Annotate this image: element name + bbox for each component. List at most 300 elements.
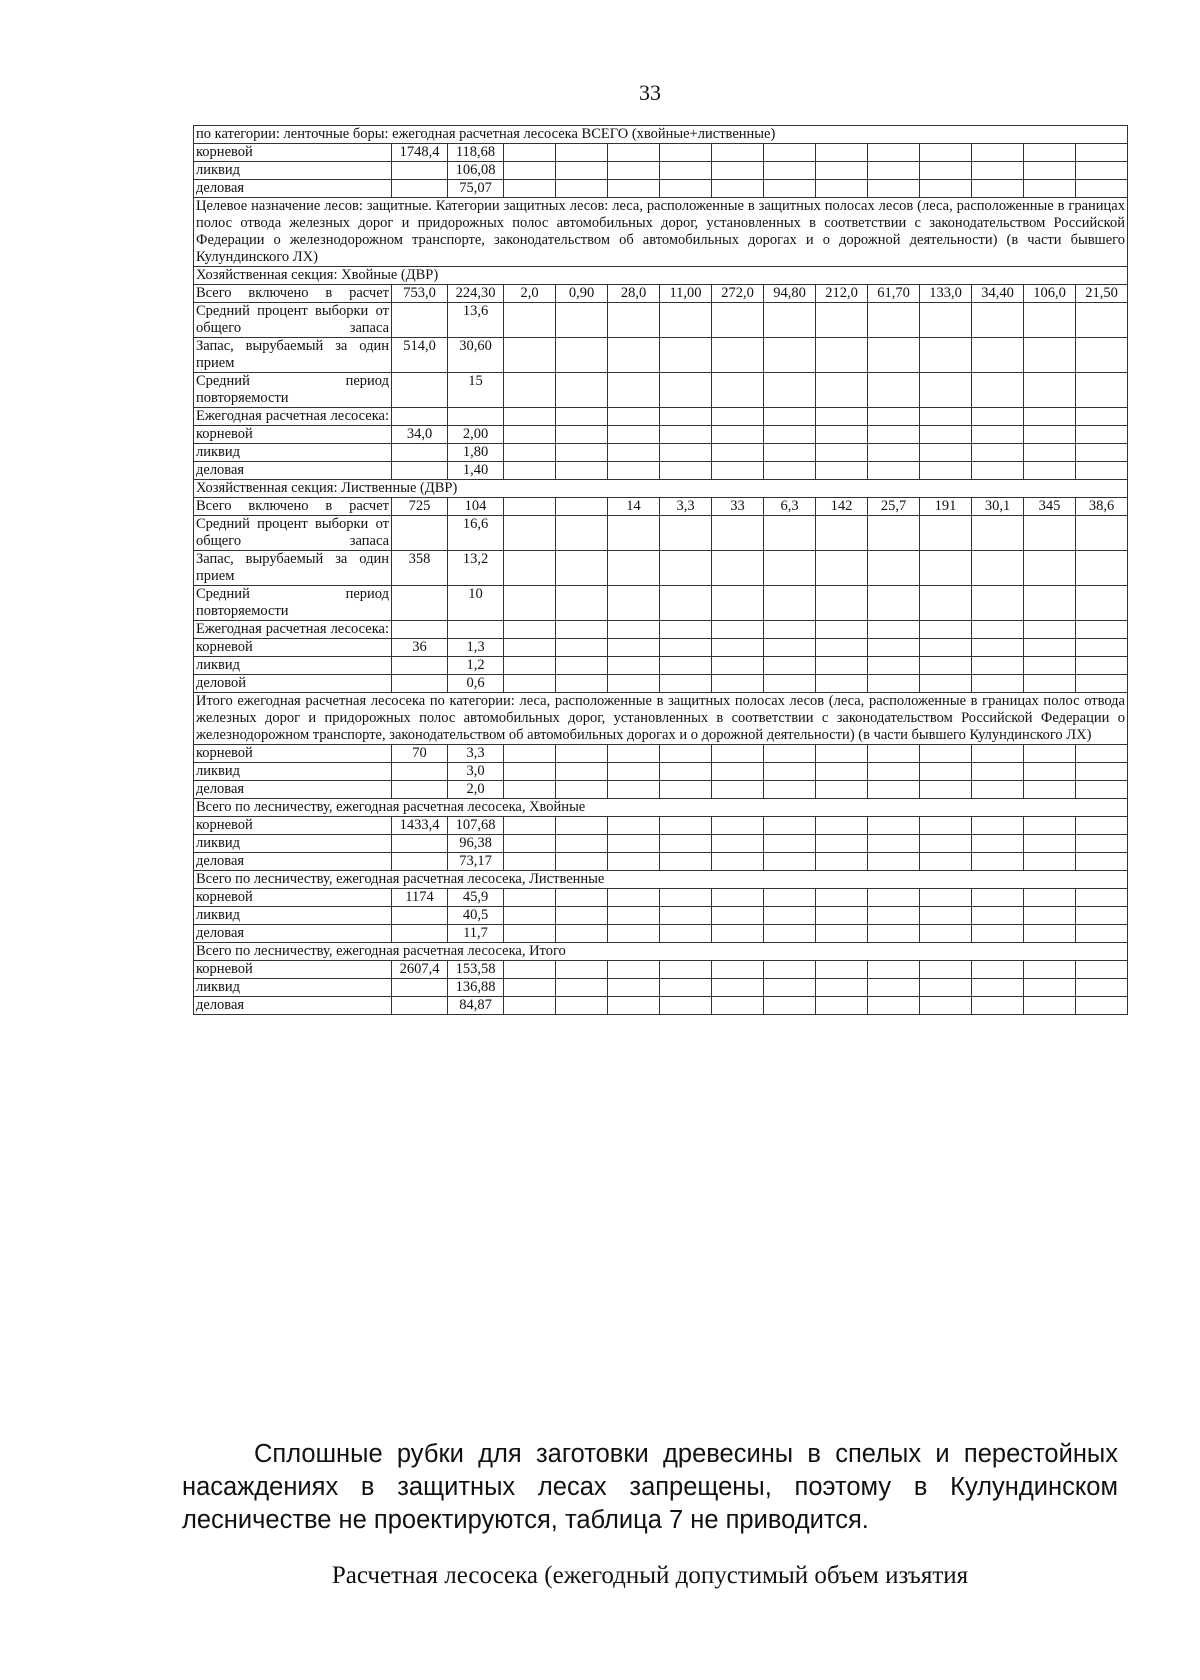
table-cell — [972, 180, 1024, 198]
table-cell — [712, 675, 764, 693]
table-cell — [816, 997, 868, 1015]
table-cell: 104 — [448, 498, 504, 516]
table-cell — [972, 657, 1024, 675]
table-cell — [660, 925, 712, 943]
table-cell — [712, 639, 764, 657]
table-cell — [1024, 551, 1076, 586]
table-cell: 14 — [608, 498, 660, 516]
table-row — [194, 462, 1128, 480]
table-cell — [556, 444, 608, 462]
table-cell: 2,00 — [448, 426, 504, 444]
table-cell — [816, 444, 868, 462]
table-cell: 153,58 — [448, 961, 504, 979]
table-cell — [556, 639, 608, 657]
table-cell: 34,40 — [972, 285, 1024, 303]
table-cell — [868, 586, 920, 621]
table-cell — [660, 338, 712, 373]
table-cell — [1024, 997, 1076, 1015]
table-cell — [868, 462, 920, 480]
table-cell — [660, 462, 712, 480]
table-cell — [972, 516, 1024, 551]
table-cell — [920, 444, 972, 462]
table-cell: 1174 — [392, 889, 448, 907]
table-cell — [712, 303, 764, 338]
table-cell — [816, 144, 868, 162]
table-cell — [1024, 889, 1076, 907]
table-cell — [816, 817, 868, 835]
table-cell — [608, 426, 660, 444]
table-cell — [556, 817, 608, 835]
table-cell: 142 — [816, 498, 868, 516]
table-cell — [660, 639, 712, 657]
table-cell — [972, 444, 1024, 462]
table-cell — [1024, 979, 1076, 997]
table-cell — [712, 373, 764, 408]
table-row — [194, 285, 1128, 303]
table-cell — [504, 763, 556, 781]
table-cell — [608, 639, 660, 657]
table-cell — [556, 961, 608, 979]
table-cell — [764, 162, 816, 180]
table-cell — [816, 162, 868, 180]
table-cell — [972, 551, 1024, 586]
table-cell — [764, 516, 816, 551]
table-cell — [1024, 426, 1076, 444]
table-cell — [712, 657, 764, 675]
table-cell — [660, 180, 712, 198]
table-cell — [972, 675, 1024, 693]
table-cell: 61,70 — [868, 285, 920, 303]
table-cell — [972, 426, 1024, 444]
table-cell — [608, 338, 660, 373]
table-cell — [868, 639, 920, 657]
table-section-row — [194, 693, 1128, 745]
table-cell — [972, 997, 1024, 1015]
table-section-row — [194, 267, 1128, 285]
table-cell — [608, 444, 660, 462]
table-cell — [868, 961, 920, 979]
table-cell — [1024, 961, 1076, 979]
table-cell — [392, 586, 448, 621]
table-cell — [608, 586, 660, 621]
table-cell — [868, 373, 920, 408]
table-cell — [712, 144, 764, 162]
table-cell — [660, 144, 712, 162]
table-cell — [608, 621, 660, 639]
table-cell — [556, 144, 608, 162]
table-cell — [712, 781, 764, 799]
table-cell — [1024, 853, 1076, 871]
table-cell — [504, 657, 556, 675]
table-cell: 1,3 — [448, 639, 504, 657]
table-cell — [392, 408, 448, 426]
table-cell — [712, 551, 764, 586]
table-row — [194, 961, 1128, 979]
table-cell — [764, 835, 816, 853]
table-cell: 753,0 — [392, 285, 448, 303]
table-cell: 13,2 — [448, 551, 504, 586]
table-cell — [660, 516, 712, 551]
table-cell — [1076, 162, 1128, 180]
table-cell — [660, 763, 712, 781]
table-cell — [660, 444, 712, 462]
table-cell — [504, 889, 556, 907]
table-cell: 11,7 — [448, 925, 504, 943]
table-cell — [1076, 745, 1128, 763]
table-cell — [972, 303, 1024, 338]
table-cell: 30,1 — [972, 498, 1024, 516]
table-cell — [816, 639, 868, 657]
table-cell — [920, 180, 972, 198]
table-cell: 345 — [1024, 498, 1076, 516]
table-cell — [1024, 639, 1076, 657]
table-cell — [392, 657, 448, 675]
table-cell — [556, 426, 608, 444]
table-cell — [1024, 675, 1076, 693]
table-cell — [764, 639, 816, 657]
table-cell — [1076, 817, 1128, 835]
table-cell — [608, 144, 660, 162]
table-cell — [608, 303, 660, 338]
table-cell — [1076, 781, 1128, 799]
table-cell — [1024, 586, 1076, 621]
table-cell — [712, 907, 764, 925]
table-cell — [1024, 408, 1076, 426]
table-cell — [556, 516, 608, 551]
table-cell — [660, 889, 712, 907]
table-cell: 15 — [448, 373, 504, 408]
table-cell — [920, 516, 972, 551]
table-cell — [1076, 303, 1128, 338]
table-cell — [972, 925, 1024, 943]
section-title: по категории: ленточные боры: ежегодная расчетная лесосека ВСЕГО (хвойные+лиственные) — [194, 126, 1128, 144]
table-cell: 96,38 — [448, 835, 504, 853]
table-cell: 11,00 — [660, 285, 712, 303]
table-cell — [816, 657, 868, 675]
table-cell — [660, 997, 712, 1015]
table-cell — [392, 516, 448, 551]
table-cell — [920, 907, 972, 925]
table-cell — [712, 162, 764, 180]
table-cell — [660, 621, 712, 639]
table-cell — [1076, 675, 1128, 693]
table-cell — [1024, 745, 1076, 763]
table-cell — [660, 303, 712, 338]
table-row — [194, 180, 1128, 198]
row-label: деловая — [194, 853, 392, 871]
row-label: ликвид — [194, 835, 392, 853]
table-cell — [392, 979, 448, 997]
table-cell — [392, 925, 448, 943]
table-cell — [764, 408, 816, 426]
table-row — [194, 817, 1128, 835]
table-cell — [712, 997, 764, 1015]
table-cell — [556, 338, 608, 373]
table-cell — [816, 303, 868, 338]
section-title: Всего по лесничеству, ежегодная расчетная лесосека, Хвойные — [194, 799, 1128, 817]
table-cell: 75,07 — [448, 180, 504, 198]
section-title: Целевое назначение лесов: защитные. Категории защитных лесов: леса, расположенные в защитных полосах лесов (леса, расположенные в границах полос отвода железных дорог и придорожных полос автомобильных дорог, установленных в соответствии с законодательством Российской Федерации о железнодорожном транспорте, законодательством об автомобильных дорогах и о дорожной деятельности) (в части бывшего Кулундинского ЛХ) — [194, 198, 1128, 267]
table-cell — [920, 889, 972, 907]
table-cell: 2607,4 — [392, 961, 448, 979]
table-cell — [972, 979, 1024, 997]
table-cell — [556, 303, 608, 338]
table-cell — [448, 408, 504, 426]
table-cell — [392, 621, 448, 639]
row-label: деловая — [194, 462, 392, 480]
table-cell — [608, 180, 660, 198]
table-cell — [816, 586, 868, 621]
table-cell: 38,6 — [1076, 498, 1128, 516]
table-cell — [920, 639, 972, 657]
body-paragraph: Сплошные рубки для заготовки древесины в спелых и перестойных насаждениях в защитных лесах запрещены, поэтому в Кулундинском лесничестве не проектируются, таблица 7 не приводится. — [182, 1440, 1118, 1534]
table-cell — [764, 675, 816, 693]
table-row — [194, 657, 1128, 675]
table-cell — [1076, 979, 1128, 997]
row-label: корневой — [194, 961, 392, 979]
row-label: Запас, вырубаемый за один прием — [194, 338, 392, 373]
table-cell — [868, 144, 920, 162]
table-cell — [1024, 835, 1076, 853]
table-cell — [392, 781, 448, 799]
table-cell — [972, 907, 1024, 925]
table-cell — [608, 961, 660, 979]
table-cell — [868, 817, 920, 835]
row-label: корневой — [194, 817, 392, 835]
table-cell: 514,0 — [392, 338, 448, 373]
row-label: Средний период повторяемости — [194, 373, 392, 408]
table-cell — [764, 961, 816, 979]
table-row — [194, 426, 1128, 444]
table-cell — [556, 162, 608, 180]
table-cell — [868, 925, 920, 943]
table-cell: 1,80 — [448, 444, 504, 462]
table-row — [194, 853, 1128, 871]
table-cell: 133,0 — [920, 285, 972, 303]
table-cell — [920, 817, 972, 835]
table-cell — [392, 462, 448, 480]
table-cell — [868, 781, 920, 799]
table-cell — [972, 144, 1024, 162]
row-label: деловой — [194, 675, 392, 693]
table-cell — [764, 997, 816, 1015]
row-label: Всего включено в расчет — [194, 498, 392, 516]
table-cell — [608, 408, 660, 426]
table-cell — [972, 338, 1024, 373]
table-cell: 2,0 — [504, 285, 556, 303]
table-cell: 40,5 — [448, 907, 504, 925]
table-cell — [556, 621, 608, 639]
table-cell — [712, 426, 764, 444]
row-label: Ежегодная расчетная лесосека: — [194, 408, 392, 426]
row-label: Запас, вырубаемый за один прием — [194, 551, 392, 586]
table-cell: 212,0 — [816, 285, 868, 303]
table-cell — [504, 675, 556, 693]
table-cell — [816, 675, 868, 693]
table-cell — [764, 979, 816, 997]
table-cell — [556, 907, 608, 925]
table-cell — [1024, 621, 1076, 639]
table-cell: 358 — [392, 551, 448, 586]
table-row — [194, 586, 1128, 621]
table-cell — [660, 745, 712, 763]
table-row — [194, 675, 1128, 693]
table-cell — [504, 817, 556, 835]
table-cell — [608, 889, 660, 907]
table-cell — [868, 763, 920, 781]
table-cell — [972, 781, 1024, 799]
table-cell — [920, 426, 972, 444]
table-cell — [816, 835, 868, 853]
table-section-row — [194, 799, 1128, 817]
page-number: 33 — [639, 80, 661, 105]
table-cell: 84,87 — [448, 997, 504, 1015]
table-cell — [764, 426, 816, 444]
table-cell: 10 — [448, 586, 504, 621]
section-title: Всего по лесничеству, ежегодная расчетная лесосека, Итого — [194, 943, 1128, 961]
table-cell — [660, 408, 712, 426]
table-cell — [608, 462, 660, 480]
row-label: корневой — [194, 639, 392, 657]
table-cell — [764, 462, 816, 480]
table-row — [194, 907, 1128, 925]
table-cell — [608, 997, 660, 1015]
table-cell: 34,0 — [392, 426, 448, 444]
table-cell — [712, 925, 764, 943]
row-label: Средний процент выборки от общего запаса — [194, 516, 392, 551]
table-cell — [712, 516, 764, 551]
table-cell — [504, 373, 556, 408]
table-cell — [608, 781, 660, 799]
table-cell — [764, 925, 816, 943]
row-label: ликвид — [194, 162, 392, 180]
table-cell — [972, 763, 1024, 781]
table-cell — [868, 979, 920, 997]
table-cell — [816, 462, 868, 480]
table-cell — [712, 889, 764, 907]
table-cell — [712, 961, 764, 979]
table-cell — [816, 373, 868, 408]
table-cell: 106,0 — [1024, 285, 1076, 303]
table-cell — [556, 889, 608, 907]
table-cell — [1024, 338, 1076, 373]
table-cell — [504, 303, 556, 338]
table-cell — [392, 763, 448, 781]
table-cell — [1076, 586, 1128, 621]
table-cell — [972, 889, 1024, 907]
table-cell — [660, 781, 712, 799]
table-cell — [392, 180, 448, 198]
row-label: корневой — [194, 144, 392, 162]
table-cell — [816, 925, 868, 943]
table-cell — [868, 303, 920, 338]
table-cell — [504, 516, 556, 551]
table-cell — [392, 444, 448, 462]
table-cell — [868, 745, 920, 763]
table-row — [194, 551, 1128, 586]
table-cell — [1076, 907, 1128, 925]
table-cell — [712, 444, 764, 462]
table-cell — [972, 586, 1024, 621]
table-cell — [1076, 997, 1128, 1015]
table-cell: 0,6 — [448, 675, 504, 693]
table-cell — [868, 657, 920, 675]
table-cell — [1024, 180, 1076, 198]
table-cell — [1076, 639, 1128, 657]
table-cell — [1076, 657, 1128, 675]
allowable-cut-table — [193, 125, 1128, 1015]
table-cell — [868, 426, 920, 444]
table-cell — [660, 961, 712, 979]
table-cell — [920, 144, 972, 162]
table-cell — [868, 408, 920, 426]
table-cell — [712, 853, 764, 871]
table-cell — [448, 621, 504, 639]
table-cell: 272,0 — [712, 285, 764, 303]
table-cell — [816, 889, 868, 907]
table-cell — [920, 303, 972, 338]
table-cell — [1024, 925, 1076, 943]
table-cell — [504, 853, 556, 871]
row-label: ликвид — [194, 907, 392, 925]
table-cell — [712, 621, 764, 639]
table-row — [194, 763, 1128, 781]
table-cell — [1024, 763, 1076, 781]
table-cell — [764, 551, 816, 586]
table-cell — [608, 835, 660, 853]
table-cell — [504, 961, 556, 979]
table-cell — [1024, 817, 1076, 835]
table-cell — [764, 889, 816, 907]
table-row — [194, 621, 1128, 639]
table-cell — [504, 639, 556, 657]
table-row — [194, 144, 1128, 162]
table-cell — [920, 373, 972, 408]
table-cell — [504, 997, 556, 1015]
table-cell — [504, 781, 556, 799]
table-cell — [1076, 180, 1128, 198]
table-cell — [920, 979, 972, 997]
row-label: деловая — [194, 180, 392, 198]
table-cell — [816, 781, 868, 799]
table-cell — [920, 338, 972, 373]
table-cell — [1076, 925, 1128, 943]
table-row — [194, 408, 1128, 426]
table-cell — [920, 763, 972, 781]
table-cell — [504, 979, 556, 997]
table-cell — [920, 621, 972, 639]
table-cell — [764, 657, 816, 675]
table-cell — [1076, 763, 1128, 781]
table-cell — [868, 997, 920, 1015]
table-cell — [392, 835, 448, 853]
table-cell: 13,6 — [448, 303, 504, 338]
table-cell — [660, 675, 712, 693]
table-cell — [868, 338, 920, 373]
table-cell — [660, 853, 712, 871]
table-cell — [764, 144, 816, 162]
table-cell — [504, 338, 556, 373]
table-cell — [712, 180, 764, 198]
table-cell — [816, 180, 868, 198]
table-cell — [920, 781, 972, 799]
section-title: Хозяйственная секция: Лиственные (ДВР) — [194, 480, 1128, 498]
table-cell — [608, 925, 660, 943]
table-cell: 1433,4 — [392, 817, 448, 835]
table-cell — [712, 817, 764, 835]
table-cell — [868, 444, 920, 462]
table-cell — [972, 745, 1024, 763]
